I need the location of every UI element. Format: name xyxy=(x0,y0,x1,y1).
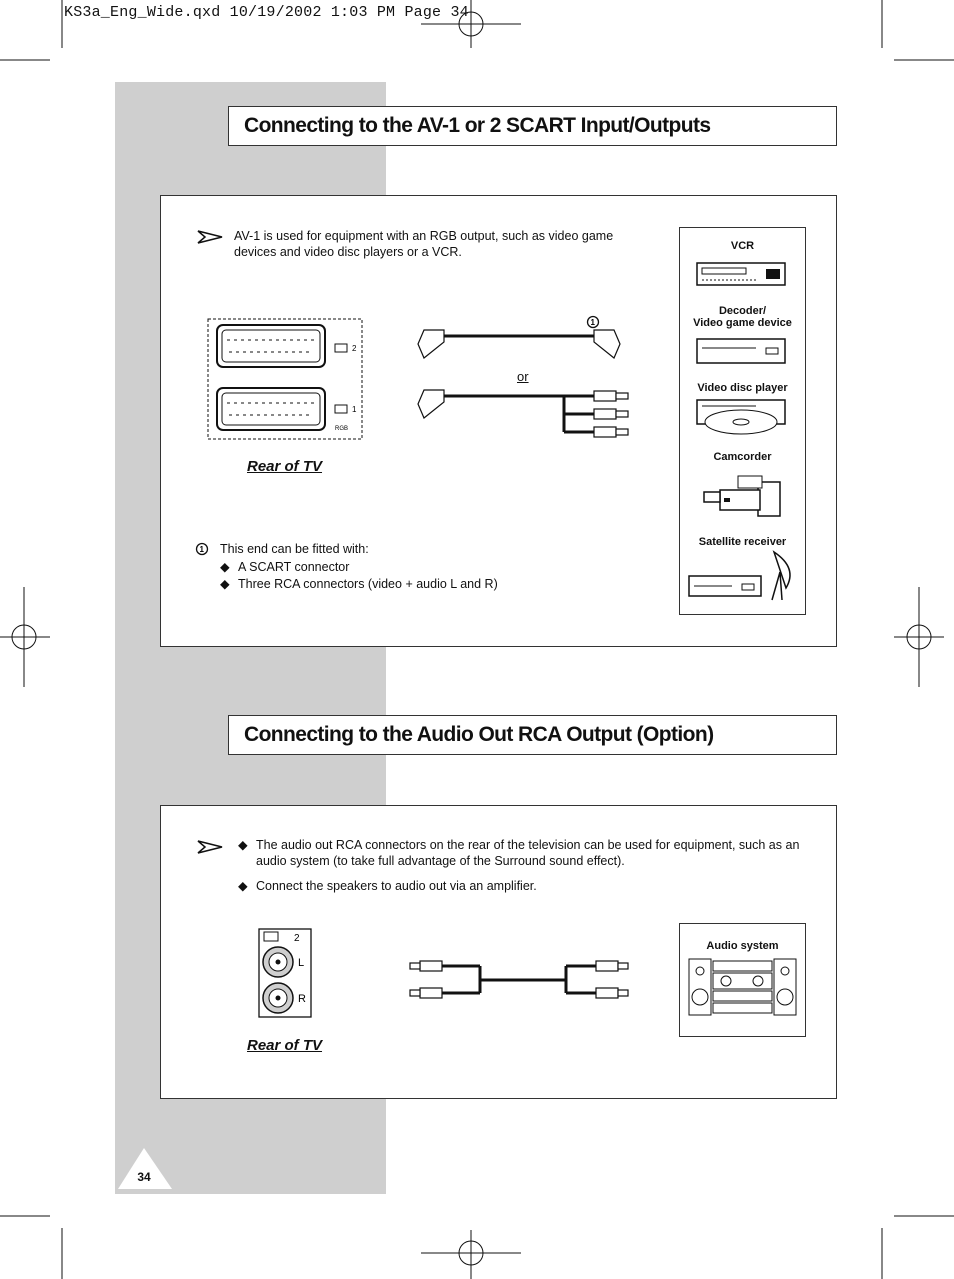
device-decoder-label: Decoder/ Video game device xyxy=(693,305,792,329)
vcr-icon xyxy=(696,258,788,288)
page-number: 34 xyxy=(137,1170,151,1184)
diamond-bullet-icon: ◆ xyxy=(238,879,248,893)
or-label: or xyxy=(517,369,529,384)
audio-out-jacks-diagram xyxy=(258,928,318,1020)
decoder-icon xyxy=(696,336,788,366)
diamond-bullet-icon: ◆ xyxy=(220,577,230,591)
diamond-bullet-icon: ◆ xyxy=(238,838,248,852)
device-disc-player-label: Video disc player xyxy=(697,382,788,394)
footnote-item: ◆ A SCART connector xyxy=(220,560,350,574)
disc-player-icon xyxy=(696,398,788,438)
port-right-label: R xyxy=(298,993,306,1005)
section2-bullet: ◆ The audio out RCA connectors on the rear of the television can be used for equipment, such as an audio system (to take full advantage of the Surround sound effect). xyxy=(238,838,800,868)
device-vcr-label: VCR xyxy=(730,240,755,252)
section1-title: Connecting to the AV-1 or 2 SCART Input/Outputs xyxy=(228,106,837,146)
satellite-receiver-icon xyxy=(688,548,800,604)
rear-of-tv-label-1: Rear of TV xyxy=(247,458,323,475)
page-number-triangle xyxy=(118,1147,174,1191)
port-av2-label: 2 xyxy=(352,344,357,353)
port-left-label: L xyxy=(298,957,305,969)
section1-note: AV-1 is used for equipment with an RGB output, such as video game devices and video disc players or a VCR. xyxy=(234,229,614,259)
section2-title: Connecting to the Audio Out RCA Output (Option) xyxy=(228,715,837,755)
circled-number-icon xyxy=(196,543,210,557)
port-av1-label: 1 xyxy=(352,405,357,414)
diamond-bullet-icon: ◆ xyxy=(220,560,230,574)
device-satellite-label: Satellite receiver xyxy=(698,536,787,548)
file-header: KS3a_Eng_Wide.qxd 10/19/2002 1:03 PM Page 34 xyxy=(64,4,469,21)
scart-cable-diagram xyxy=(414,314,644,444)
device-camcorder-label: Camcorder xyxy=(713,451,772,463)
rear-of-tv-label-2: Rear of TV xyxy=(247,1037,323,1054)
audio-system-label: Audio system xyxy=(706,940,779,952)
callout-number: 1 xyxy=(590,318,595,327)
section2-bullet: ◆ Connect the speakers to audio out via an amplifier. xyxy=(238,879,537,893)
arrow-pointer-icon xyxy=(197,840,223,854)
footnote-intro: This end can be fitted with: xyxy=(220,542,369,556)
camcorder-icon xyxy=(702,472,786,518)
port-out-label: 2 xyxy=(294,933,300,944)
arrow-pointer-icon xyxy=(197,230,223,244)
rca-cable-diagram xyxy=(408,956,634,1004)
port-rgb-label: RGB xyxy=(335,426,349,432)
audio-system-icon xyxy=(688,957,798,1017)
scart-panel-diagram xyxy=(207,318,367,442)
svg-text:1: 1 xyxy=(199,545,204,554)
footnote-item: ◆ Three RCA connectors (video + audio L and R) xyxy=(220,577,498,591)
